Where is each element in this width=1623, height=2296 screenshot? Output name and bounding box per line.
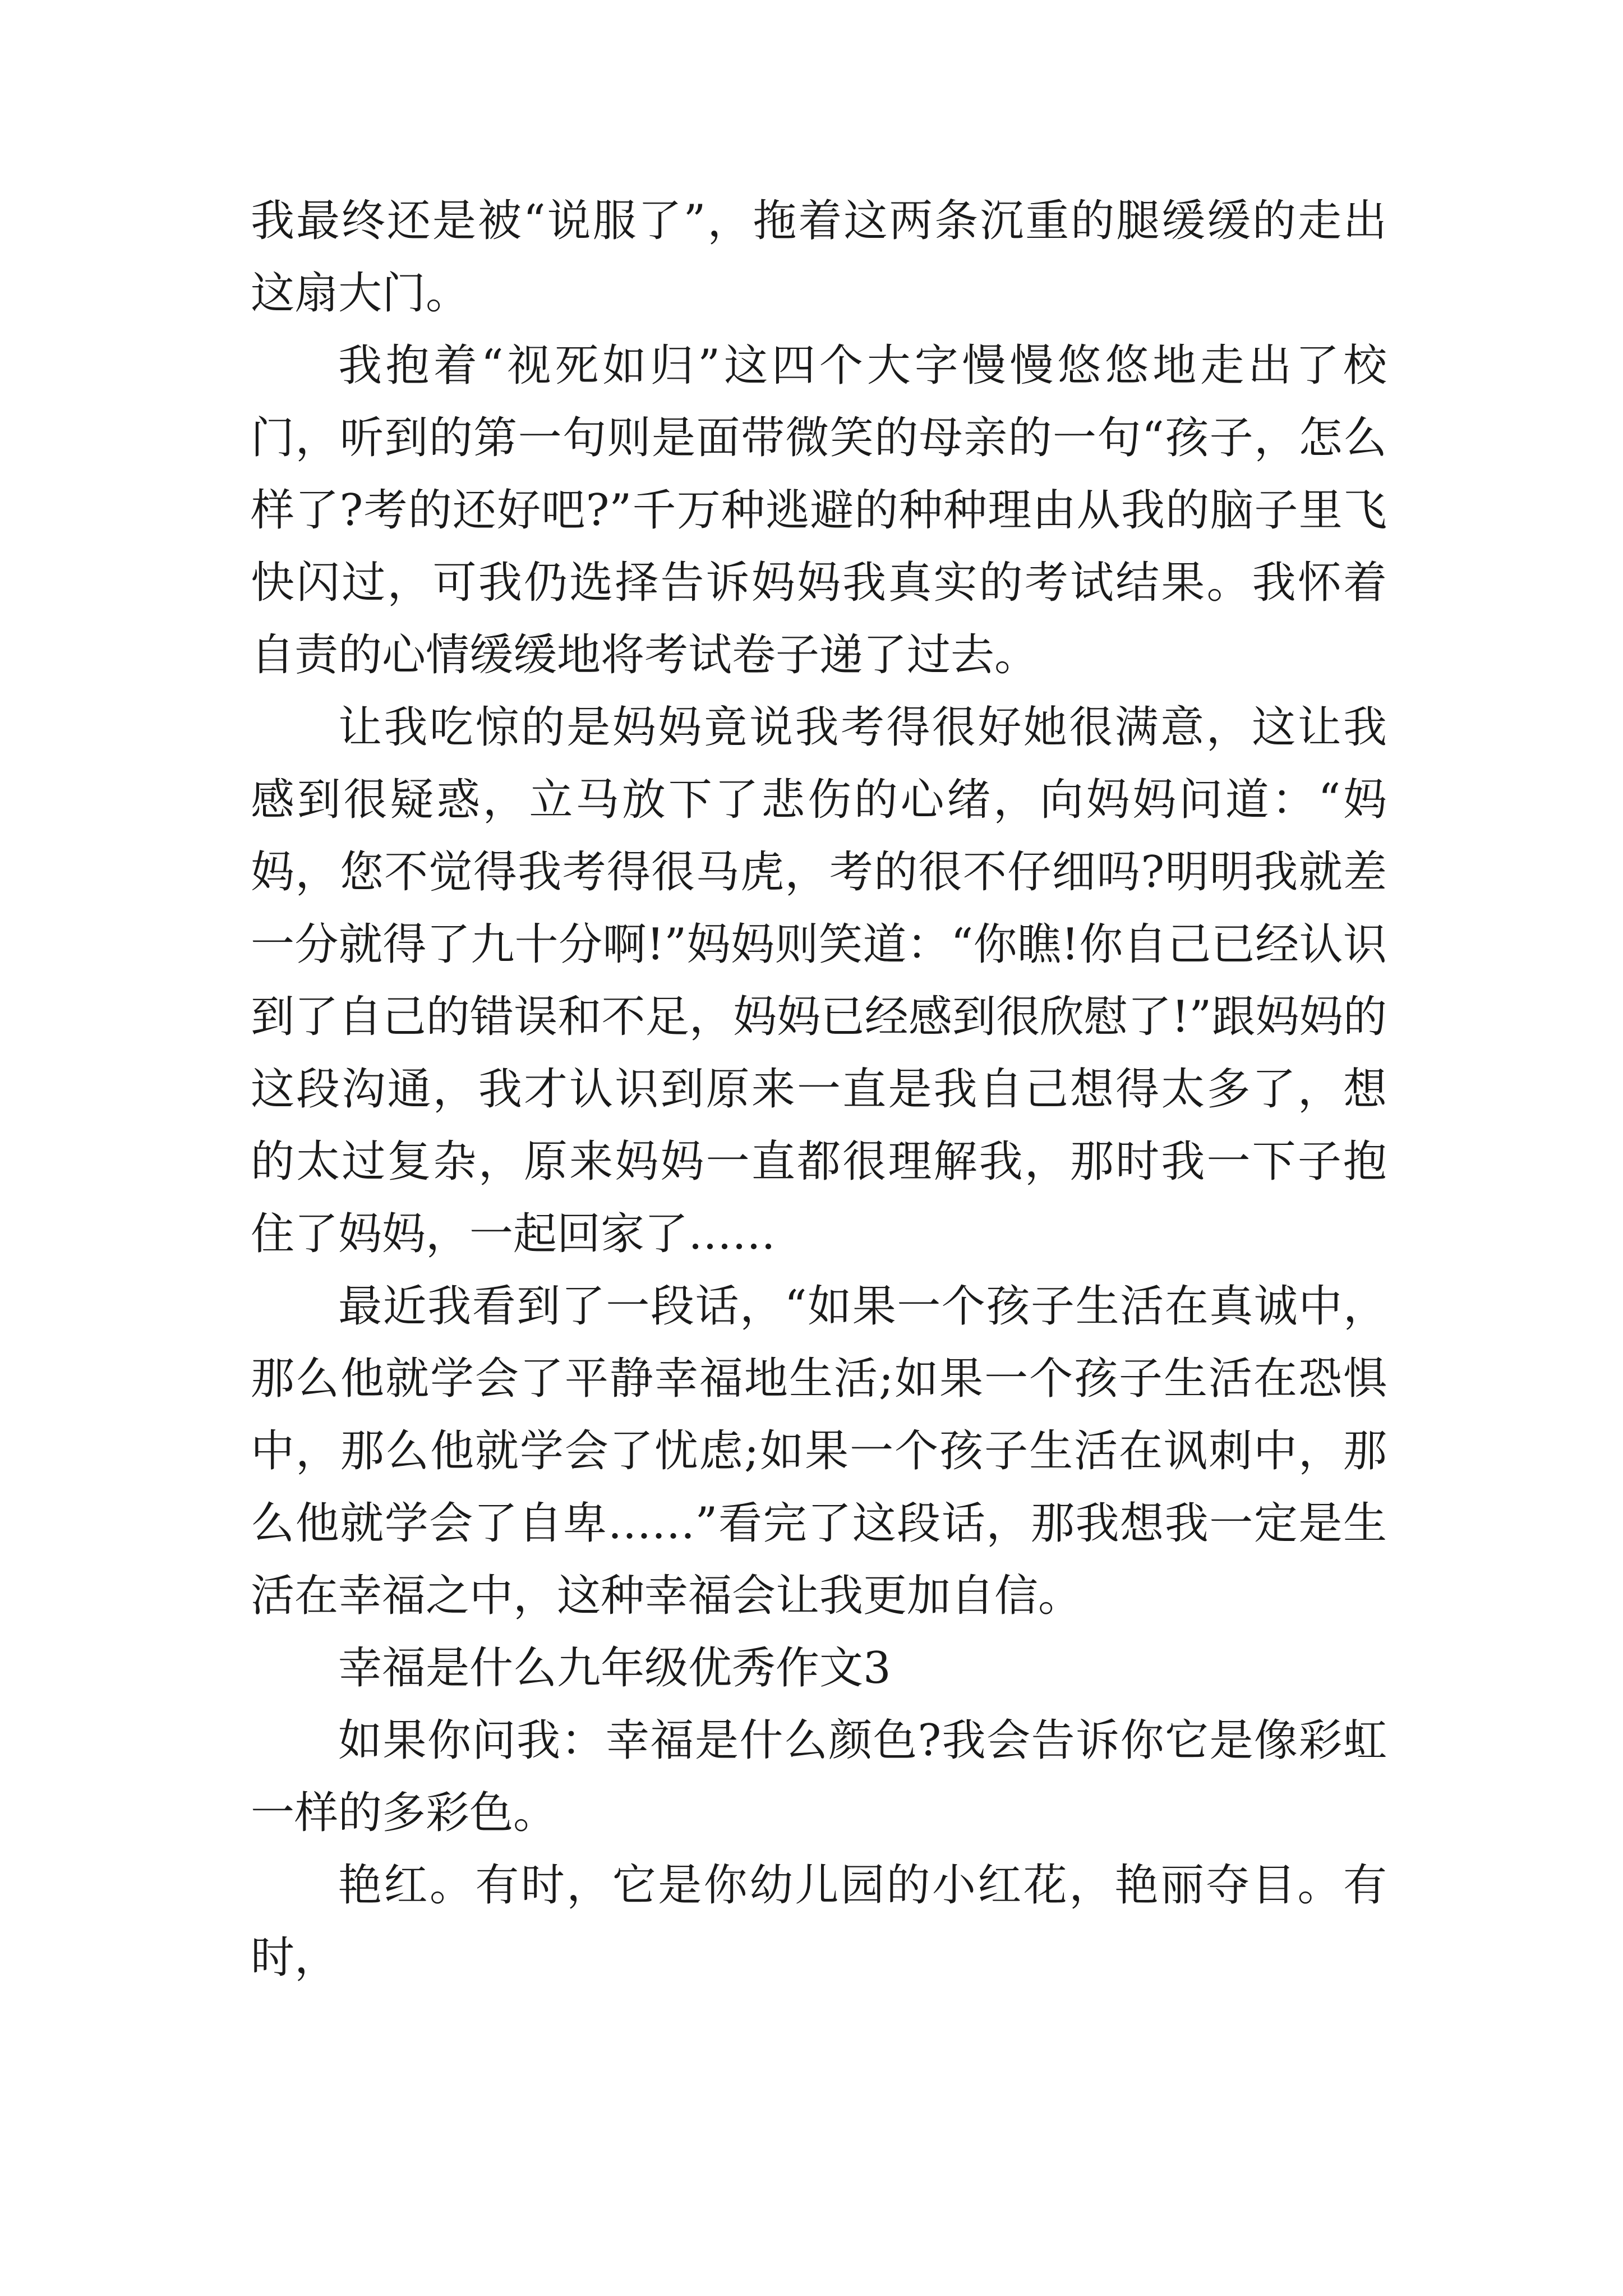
paragraph-2: 我抱着“视死如归”这四个大字慢慢悠悠地走出了校门，听到的第一句则是面带微笑的母亲的一句“孩子，怎么样了?考的还好吧?”千万种逃避的种种理由从我的脑子里飞快闪过，可我仍选择告诉妈妈我真实的考试结果。我怀着自责的心情缓缓地将考试卷子递了过去。 — [251, 341, 1387, 680]
essay-body — [251, 185, 1387, 1994]
paragraph-1: 我最终还是被“说服了”，拖着这两条沉重的腿缓缓的走出这扇大门。 — [251, 196, 1387, 319]
section-heading: 幸福是什么九年级优秀作文3 — [338, 1643, 891, 1694]
paragraph-4: 最近我看到了一段话，“如果一个孩子生活在真诚中，那么他就学会了平静幸福地生活;如果一个孩子生活在恐惧中，那么他就学会了忧虑;如果一个孩子生活在讽刺中，那么他就学会了自卑……”看完了这段话，那我想我一定是生活在幸福之中，这种幸福会让我更加自信。 — [251, 1281, 1387, 1621]
paragraph-3: 让我吃惊的是妈妈竟说我考得很好她很满意，这让我感到很疑惑，立马放下了悲伤的心绪，向妈妈问道：“妈妈，您不觉得我考得很马虎，考的很不仔细吗?明明我就差一分就得了九十分啊!”妈妈则笑道：“你瞧!你自己已经认识到了自己的错误和不足，妈妈已经感到很欣慰了!”跟妈妈的这段沟通，我才认识到原来一直是我自己想得太多了，想的太过复杂，原来妈妈一直都很理解我，那时我一下子抱住了妈妈，一起回家了…… — [251, 702, 1387, 1259]
paragraph-6: 艳红。有时，它是你幼儿园的小红花，艳丽夺目。有时， — [251, 1860, 1387, 1983]
paragraph-5: 如果你问我：幸福是什么颜色?我会告诉你它是像彩虹一样的多彩色。 — [251, 1715, 1387, 1838]
